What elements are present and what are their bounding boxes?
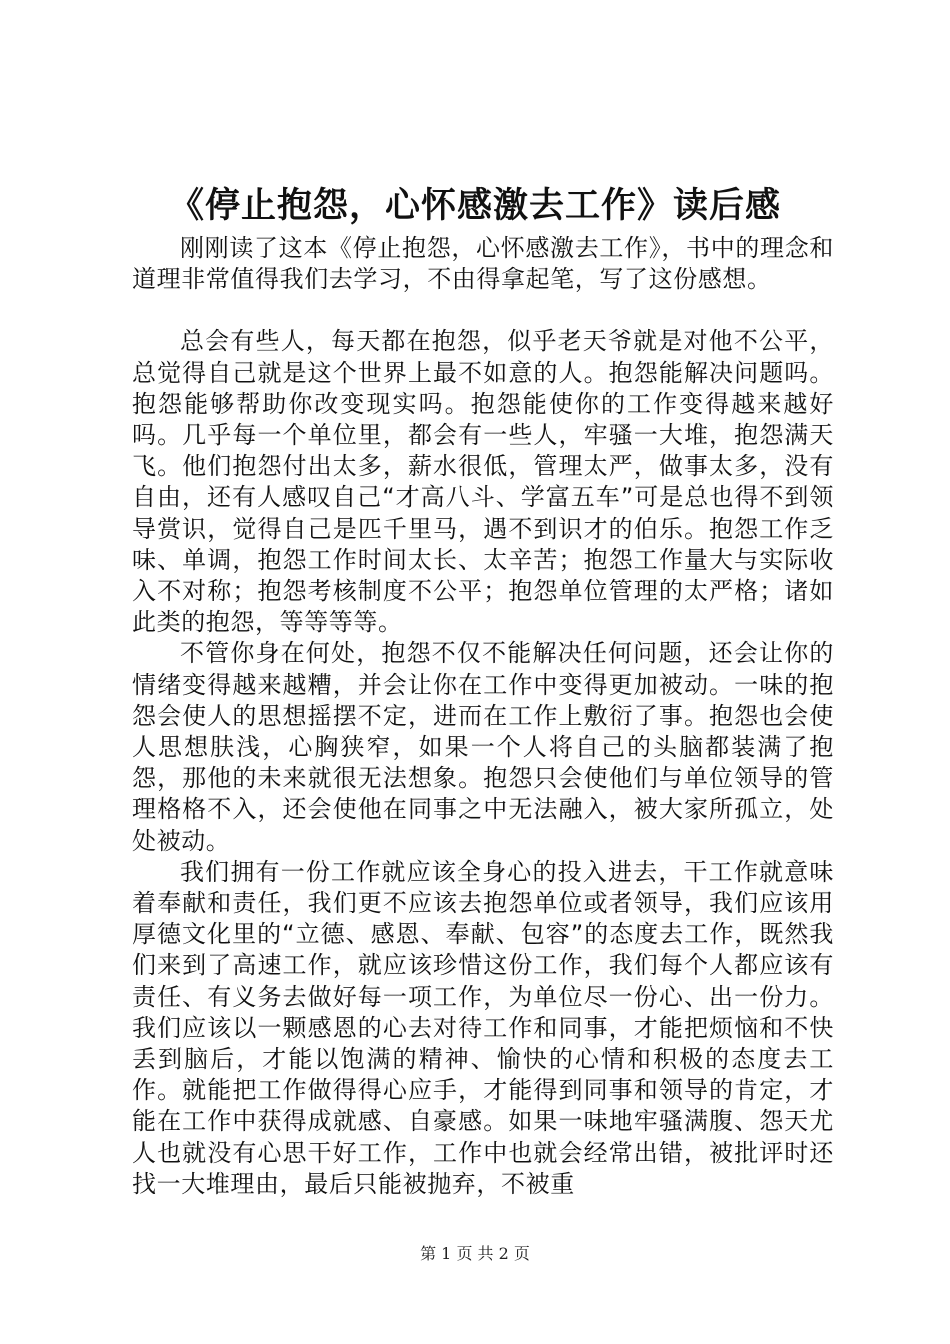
- document-body: [132, 233, 834, 1200]
- page-number-footer: 第 1 页 共 2 页: [420, 1244, 530, 1263]
- document-title: 《停止抱怨，心怀感激去工作》读后感: [168, 186, 781, 226]
- paragraph-3: 不管你身在何处，抱怨不仅不能解决任何问题，还会让你的情绪变得越来越糟，并会让你在工作中变得更加被动。一味的抱怨会使人的思想摇摆不定，进而在工作上敷衍了事。抱怨也会使人思想肤浅，心胸狭窄，如果一个人将自己的头脑都装满了抱怨，那他的未来就很无法想象。抱怨只会使他们与单位领导的管理格格不入，还会使他在同事之中无法融入，被大家所孤立，处处被动。: [132, 639, 834, 855]
- paragraph-2: 总会有些人，每天都在抱怨，似乎老天爷就是对他不公平，总觉得自己就是这个世界上最不如意的人。抱怨能解决问题吗。抱怨能够帮助你改变现实吗。抱怨能使你的工作变得越来越好吗。几乎每一个单位里，都会有一些人，牢骚一大堆，抱怨满天飞。他们抱怨付出太多，薪水很低，管理太严，做事太多，没有自由，还有人感叹自己“才高八斗、学富五车”可是总也得不到领导赏识，觉得自己是匹千里马，遇不到识才的伯乐。抱怨工作乏味、单调，抱怨工作时间太长、太辛苦；抱怨工作量大与实际收入不对称；抱怨考核制度不公平；抱怨单位管理的太严格；诸如此类的抱怨，等等等等。: [132, 327, 834, 637]
- paragraph-4: 我们拥有一份工作就应该全身心的投入进去，干工作就意味着奉献和责任，我们更不应该去抱怨单位或者领导，我们应该用厚德文化里的“立德、感恩、奉献、包容”的态度去工作，既然我们来到了高速工作，就应该珍惜这份工作，我们每个人都应该有责任、有义务去做好每一项工作，为单位尽一份心、出一份力。我们应该以一颗感恩的心去对待工作和同事，才能把烦恼和不快丢到脑后，才能以饱满的精神、愉快的心情和积极的态度去工作。就能把工作做得得心应手，才能得到同事和领导的肯定，才能在工作中获得成就感、自豪感。如果一味地牢骚满腹、怨天尤人也就没有心思干好工作，工作中也就会经常出错，被批评时还找一大堆理由，最后只能被抛弃，不被重: [132, 857, 834, 1198]
- paragraph-1: 刚刚读了这本《停止抱怨，心怀感激去工作》，书中的理念和道理非常值得我们去学习，不由得拿起笔，写了这份感想。: [132, 234, 834, 294]
- paragraph-spacer: [132, 295, 834, 326]
